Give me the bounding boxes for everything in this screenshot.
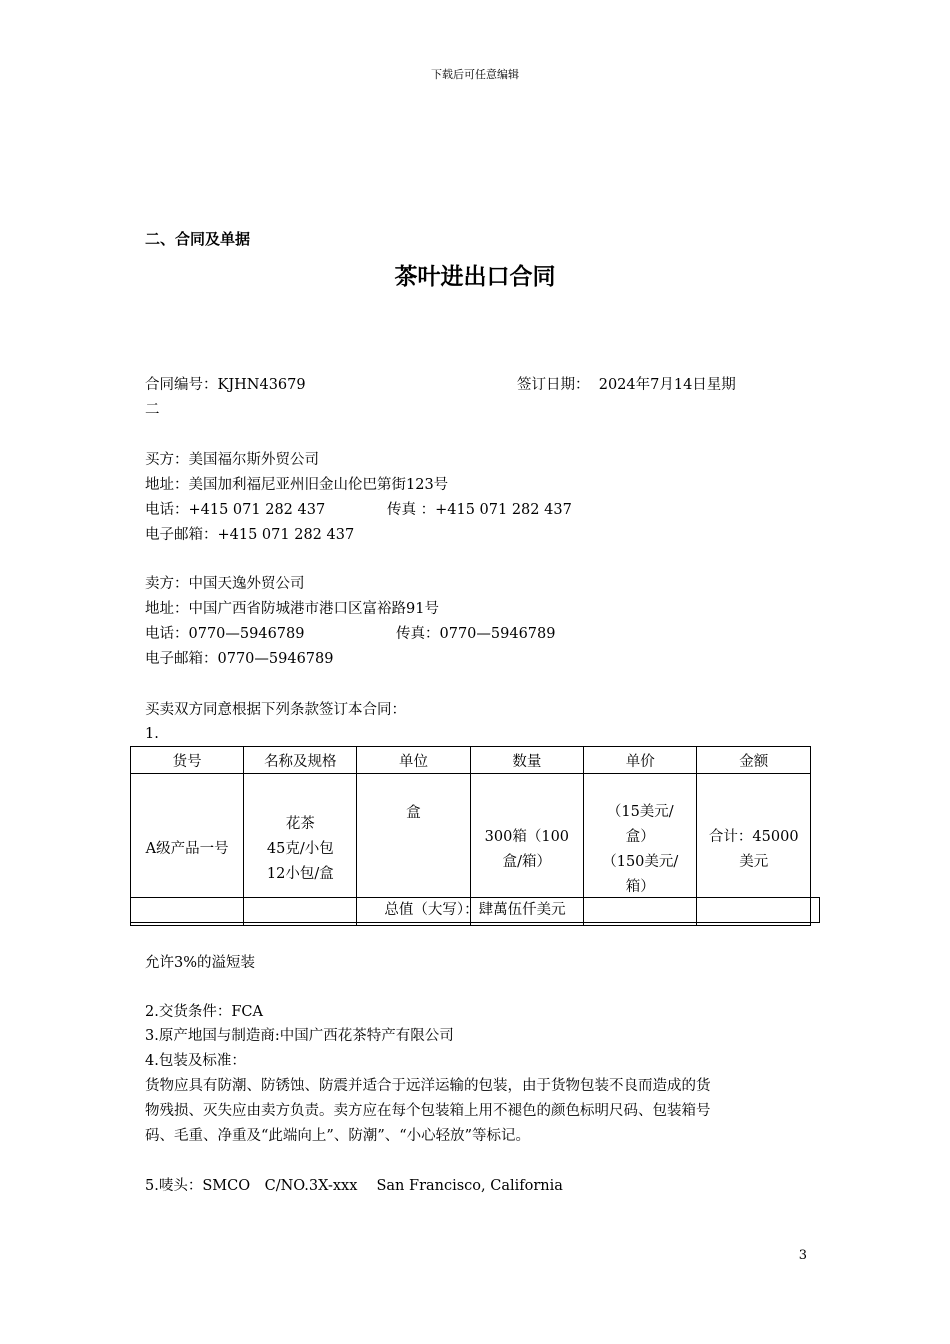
column-header: 金额 bbox=[697, 747, 811, 774]
cell-line: 美元 bbox=[739, 853, 769, 870]
clause-1-label: 1. bbox=[145, 726, 159, 742]
buyer-name: 买方：美国福尔斯外贸公司 bbox=[145, 452, 319, 468]
document-title: 茶叶进出口合同 bbox=[394, 264, 556, 290]
cell-line: 花茶 bbox=[285, 816, 315, 832]
cell-line: 300箱（100 bbox=[484, 828, 570, 845]
section-heading: 二、合同及单据 bbox=[145, 230, 251, 248]
buyer-phone: 电话：+415 071 282 437 bbox=[145, 502, 326, 518]
buyer-address: 地址：美国加利福尼亚州旧金山伦巴第街123号 bbox=[145, 477, 449, 493]
column-header: 单位 bbox=[357, 747, 470, 774]
cell-line: 45克/小包 bbox=[266, 841, 334, 857]
cell-line: 合计：45000 bbox=[708, 828, 799, 845]
contract-number-label: 合同编号： bbox=[145, 377, 218, 393]
cell-line: （15美元/ bbox=[606, 803, 674, 820]
header-note: 下载后可任意编辑 bbox=[431, 68, 519, 81]
packing-line: 货物应具有防潮、防锈蚀、防震并适合于远洋运输的包装，由于货物包装不良而造成的货 bbox=[145, 1078, 711, 1094]
cell-line: 12小包/盒 bbox=[266, 866, 334, 882]
contract-date-wrap: 二 bbox=[145, 402, 160, 418]
column-header: 货号 bbox=[131, 747, 244, 774]
seller-name: 卖方：中国天逸外贸公司 bbox=[145, 576, 305, 592]
column-header: 数量 bbox=[470, 747, 583, 774]
contract-date-value: 2024年7月14日星期 bbox=[598, 377, 736, 393]
buyer-fax: 传真 ：+415 071 282 437 bbox=[387, 502, 572, 518]
page-number: 3 bbox=[798, 1248, 807, 1263]
cell-item-no: A级产品一号 bbox=[131, 774, 244, 926]
cell-line: 箱） bbox=[625, 878, 655, 895]
column-header: 名称及规格 bbox=[244, 747, 357, 774]
clause-4: 4.包装及标准： bbox=[145, 1053, 246, 1069]
table-header-row bbox=[131, 747, 811, 774]
tolerance-text: 允许3%的溢短装 bbox=[145, 955, 256, 971]
contract-date-label: 签订日期： bbox=[517, 377, 590, 393]
contract-number-value: KJHN43679 bbox=[217, 377, 306, 393]
contract-number bbox=[145, 375, 306, 395]
clause-5: 5.唛头：SMCO C/NO.3X-xxx San Francisco, California bbox=[145, 1178, 563, 1194]
cell-line: 盒/箱） bbox=[502, 853, 552, 870]
column-header: 单价 bbox=[584, 747, 697, 774]
cell-line: 盒） bbox=[625, 828, 655, 845]
clause-3: 3.原产地国与制造商:中国广西花茶特产有限公司 bbox=[145, 1028, 454, 1044]
seller-phone: 电话：0770—5946789 bbox=[145, 626, 305, 642]
seller-address: 地址：中国广西省防城港市港口区富裕路91号 bbox=[145, 601, 439, 617]
cell-unit: 盒 bbox=[357, 774, 470, 926]
total-value-row: 总值（大写）：肆萬伍仟美元 bbox=[130, 897, 820, 923]
buyer-email: 电子邮箱：+415 071 282 437 bbox=[145, 527, 355, 543]
seller-email: 电子邮箱：0770—5946789 bbox=[145, 651, 334, 667]
seller-fax: 传真：0770—5946789 bbox=[396, 626, 556, 642]
contract-date bbox=[517, 375, 736, 395]
cell-line: （150美元/ bbox=[602, 853, 679, 870]
packing-line: 物残损、灭失应由卖方负责。卖方应在每个包装箱上用不褪色的颜色标明尺码、包装箱号 bbox=[145, 1103, 711, 1119]
clause-2: 2.交货条件：FCA bbox=[145, 1004, 263, 1020]
agreement-text: 买卖双方同意根据下列条款签订本合同： bbox=[145, 702, 406, 718]
packing-line: 码、毛重、净重及“此端向上”、防潮”、“小心轻放”等标记。 bbox=[145, 1128, 531, 1144]
